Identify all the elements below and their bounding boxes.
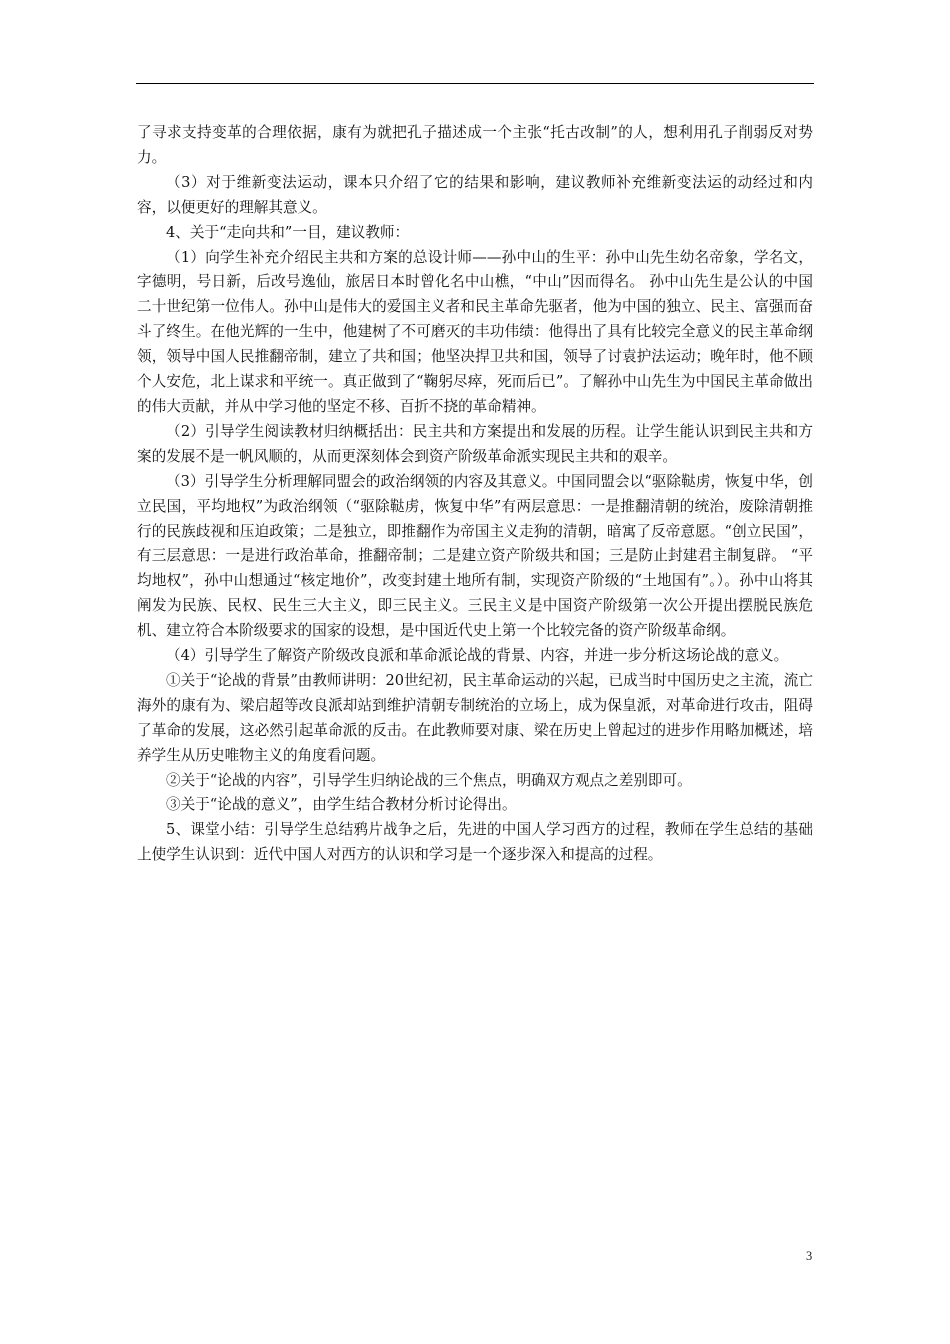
section-heading-4: 4、关于“走向共和”一目，建议教师： xyxy=(166,223,410,241)
paragraph-class-summary: 5、课堂小结：引导学生总结鸦片战争之后，先进的中国人学习西方的过程，教师在学生总结的基础上使学生认识到：近代中国人对西方的认识和学习是一个逐步深入和提高的过程。 xyxy=(137,821,813,864)
paragraph-debate-intro: （4）引导学生了解资产阶级改良派和革命派论战的背景、内容，并进一步分析这场论战的意义。 xyxy=(166,647,789,665)
header-rule xyxy=(136,83,814,84)
paragraph-debate-content: ②关于“论战的内容”，引导学生归纳论战的三个焦点，明确双方观点之差别即可。 xyxy=(166,771,692,789)
paragraph-item-3: （3）对于维新变法运动，课本只介绍了它的结果和影响，建议教师补充维新变法运的动经过和内容，以便更好的理解其意义。 xyxy=(137,173,813,216)
document-body xyxy=(137,121,813,868)
paragraph-sun-yatsen-biography: （1）向学生补充介绍民主共和方案的总设计师——孙中山的生平：孙中山先生幼名帝象，学名文，字德明，号日新，后改号逸仙，旅居日本时曾化名中山樵，“中山”因而得名。 孙中山先生是公认的中国二十世纪第一位伟人。孙中山是伟大的爱国主义者和民主革命先驱者，他为中国的独立、民主、富强而奋斗了终生。在他光辉的一生中，他建树了不可磨灭的丰功伟绩：他得出了具有比较完全意义的民主革命纲领，领导中国人民推翻帝制，建立了共和国；他坚决捍卫共和国，领导了讨袁护法运动；晚年时，他不顾个人安危，北上谋求和平统一。真正做到了“鞠躬尽瘁，死而后已”。了解孙中山先生为中国民主革命做出的伟大贡献，并从中学习他的坚定不移、百折不挠的革命精神。 xyxy=(137,248,813,415)
paragraph-debate-background: ①关于“论战的背景”由教师讲明：20世纪初，民主革命运动的兴起，已成当时中国历史之主流，流亡海外的康有为、梁启超等改良派却站到维护清朝专制统治的立场上，成为保皇派，对革命进行攻击，阻碍了革命的发展，这必然引起革命派的反击。在此教师要对康、梁在历史上曾起过的进步作用略加概述，培养学生从历史唯物主义的角度看问题。 xyxy=(137,671,813,764)
paragraph-tongmenghui-program: （3）引导学生分析理解同盟会的政治纲领的内容及其意义。中国同盟会以“驱除鞑虏，恢复中华，创立民国，平均地权”为政治纲领（“驱除鞑虏，恢复中华”有两层意思：一是推翻清朝的统治，废除清朝推行的民族歧视和压迫政策；二是独立，即推翻作为帝国主义走狗的清朝，暗寓了反帝意愿。“创立民国”，有三层意思：一是进行政治革命，推翻帝制；二是建立资产阶级共和国；三是防止封建君主制复辟。 “平均地权”，孙中山想通过“核定地价”，改变封建土地所有制，实现资产阶级的“土地国有”。）。孙中山将其阐发为民族、民权、民生三大主义，即三民主义。三民主义是中国资产阶级第一次公开提出摆脱民族危机、建立符合本阶级要求的国家的设想，是中国近代史上第一个比较完备的资产阶级革命纲。 xyxy=(137,472,813,640)
paragraph-continuation: 了寻求支持变革的合理依据，康有为就把孔子描述成一个主张“托古改制”的人，想利用孔子削弱反对势力。 xyxy=(137,124,813,166)
paragraph-republic-plan: （2）引导学生阅读教材归纳概括出：民主共和方案提出和发展的历程。让学生能认识到民主共和方案的发展不是一帆风顺的，从而更深刻体会到资产阶级革命派实现民主共和的艰辛。 xyxy=(137,422,813,465)
page-number: 3 xyxy=(806,1249,813,1263)
paragraph-debate-significance: ③关于“论战的意义”，由学生结合教材分析讨论得出。 xyxy=(166,796,517,814)
